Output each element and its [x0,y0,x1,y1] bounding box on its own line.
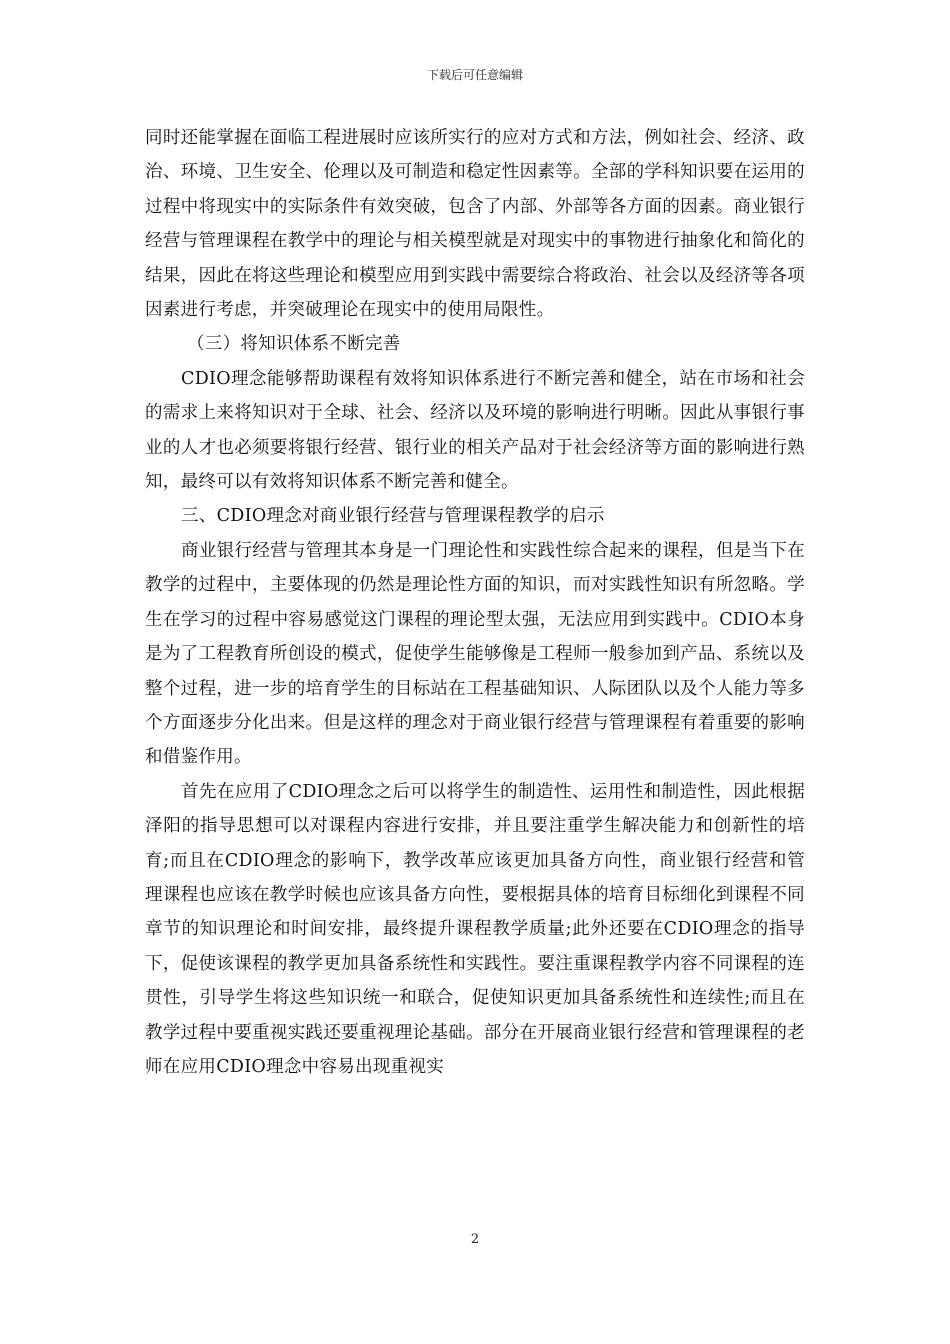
page-number: 2 [470,1232,480,1247]
document-body [145,121,805,1084]
page-header: 下载后可任意编辑 [426,68,523,82]
section-heading-3: （三）将知识体系不断完善 [187,334,401,355]
paragraph-continuation: 同时还能掌握在面临工程进展时应该所实行的应对方式和方法，例如社会、经济、政治、环境、卫生安全、伦理以及可制造和稳定性因素等。全部的学科知识要在运用的过程中将现实中的实际条件有效突破，包含了内部、外部等各方面的因素。商业银行经营与管理课程在教学中的理论与相关模型就是对现实中的事物进行抽象化和简化的结果，因此在将这些理论和模型应用到实践中需要综合将政治、社会以及经济等各项因素进行考虑，并突破理论在现实中的使用局限性。 [145,128,805,321]
section-heading-main: 三、CDIO理念对商业银行经营与管理课程教学的启示 [181,506,605,527]
paragraph-cdio-application: 首先在应用了CDIO理念之后可以将学生的制造性、运用性和制造性，因此根据泽阳的指导思想可以对课程内容进行安排，并且要注重学生解决能力和创新性的培育;而且在CDIO理念的影响下，教学改革应该更加具备方向性，商业银行经营和管理课程也应该在教学时候也应该具备方向性，要根据具体的培育目标细化到课程不同章节的知识理论和时间安排，最终提升课程教学质量;此外还要在CDIO理念的指导下，促使该课程的教学更加具备系统性和实践性。要注重课程教学内容不同课程的连贯性，引导学生将这些知识统一和联合，促使知识更加具备系统性和连续性;而且在教学过程中要重视实践还要重视理论基础。部分在开展商业银行经营和管理课程的老师在应用CDIO理念中容易出现重视实 [145,781,805,1077]
paragraph-knowledge-system: CDIO理念能够帮助课程有效将知识体系进行不断完善和健全，站在市场和社会的需求上来将知识对于全球、社会、经济以及环境的影响进行明晰。因此从事银行事业的人才也必须要将银行经营、银行业的相关产品对于社会经济等方面的影响进行熟知，最终可以有效将知识体系不断完善和健全。 [145,368,805,493]
paragraph-course-nature: 商业银行经营与管理其本身是一门理论性和实践性综合起来的课程，但是当下在教学的过程中，主要体现的仍然是理论性方面的知识，而对实践性知识有所忽略。学生在学习的过程中容易感觉这门课程的理论型太强，无法应用到实践中。CDIO本身是为了工程教育所创设的模式，促使学生能够像是工程师一般参加到产品、系统以及整个过程，进一步的培育学生的目标站在工程基础知识、人际团队以及个人能力等多个方面逐步分化出来。但是这样的理念对于商业银行经营与管理课程有着重要的影响和借鉴作用。 [145,540,805,768]
